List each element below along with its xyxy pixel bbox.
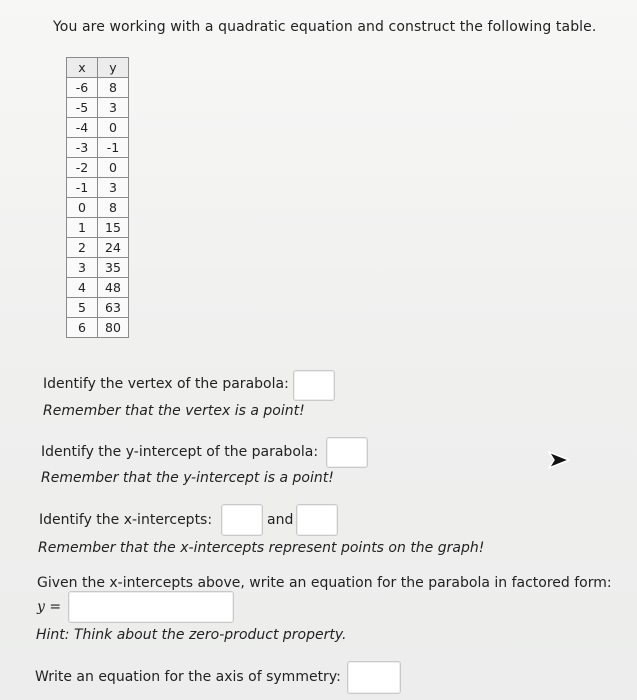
table-row — [67, 218, 129, 238]
y-intercept-answer-input[interactable] — [326, 437, 368, 468]
x-intercepts-note: Remember that the x-intercepts represent points on the graph! — [38, 540, 485, 556]
table-row — [67, 238, 129, 258]
factored-form-lhs: y = — [37, 599, 62, 615]
table-row — [67, 178, 129, 198]
vertex-prompt: Identify the vertex of the parabola: — [43, 376, 289, 392]
x-intercepts-prompt: Identify the x-intercepts: — [39, 512, 213, 528]
y-cell: 8 — [98, 78, 129, 98]
x-cell: -5 — [67, 98, 98, 118]
table-row — [67, 278, 129, 298]
x-cell: 5 — [67, 298, 98, 318]
y-cell: 3 — [98, 178, 129, 198]
x-cell: -1 — [67, 178, 98, 198]
table-row — [67, 118, 129, 138]
x-intercept-1-input[interactable] — [221, 504, 263, 536]
y-cell: 15 — [98, 218, 129, 238]
y-column-header: y — [98, 58, 129, 78]
y-intercept-prompt: Identify the y-intercept of the parabola: — [41, 444, 319, 460]
table-row — [67, 298, 129, 318]
x-cell: 0 — [67, 198, 98, 218]
x-cell: 3 — [67, 258, 98, 278]
y-cell: 24 — [98, 238, 129, 258]
vertex-answer-input[interactable] — [293, 370, 335, 401]
x-cell: 4 — [67, 278, 98, 298]
table-row — [67, 318, 129, 338]
mouse-pointer-icon — [545, 447, 571, 473]
x-cell: 1 — [67, 218, 98, 238]
y-cell: -1 — [98, 138, 129, 158]
table-row — [67, 138, 129, 158]
y-cell: 80 — [98, 318, 129, 338]
y-cell: 35 — [98, 258, 129, 278]
y-cell: 0 — [98, 158, 129, 178]
y-cell: 63 — [98, 298, 129, 318]
x-cell: 2 — [67, 238, 98, 258]
x-column-header: x — [67, 58, 98, 78]
factored-form-input[interactable] — [68, 591, 234, 623]
x-cell: -3 — [67, 138, 98, 158]
intro-text: You are working with a quadratic equation and construct the following table. — [53, 19, 597, 35]
axis-of-symmetry-input[interactable] — [347, 661, 401, 694]
x-cell: -6 — [67, 78, 98, 98]
factored-form-prompt: Given the x-intercepts above, write an equation for the parabola in factored form: — [37, 575, 612, 591]
x-intercepts-and-label: and — [267, 512, 294, 528]
table-header-row — [67, 58, 129, 78]
y-cell: 3 — [98, 98, 129, 118]
x-cell: -4 — [67, 118, 98, 138]
y-cell: 48 — [98, 278, 129, 298]
x-cell: -2 — [67, 158, 98, 178]
y-cell: 8 — [98, 198, 129, 218]
y-cell: 0 — [98, 118, 129, 138]
table-row — [67, 198, 129, 218]
x-cell: 6 — [67, 318, 98, 338]
axis-of-symmetry-prompt: Write an equation for the axis of symmetry: — [35, 669, 341, 685]
vertex-note: Remember that the vertex is a point! — [43, 403, 305, 419]
xy-table — [66, 57, 129, 338]
table-row — [67, 258, 129, 278]
table-row — [67, 158, 129, 178]
factored-form-hint: Hint: Think about the zero-product property. — [36, 627, 347, 643]
x-intercept-2-input[interactable] — [296, 504, 338, 536]
y-intercept-note: Remember that the y-intercept is a point! — [41, 470, 334, 486]
table-row — [67, 78, 129, 98]
table-row — [67, 98, 129, 118]
